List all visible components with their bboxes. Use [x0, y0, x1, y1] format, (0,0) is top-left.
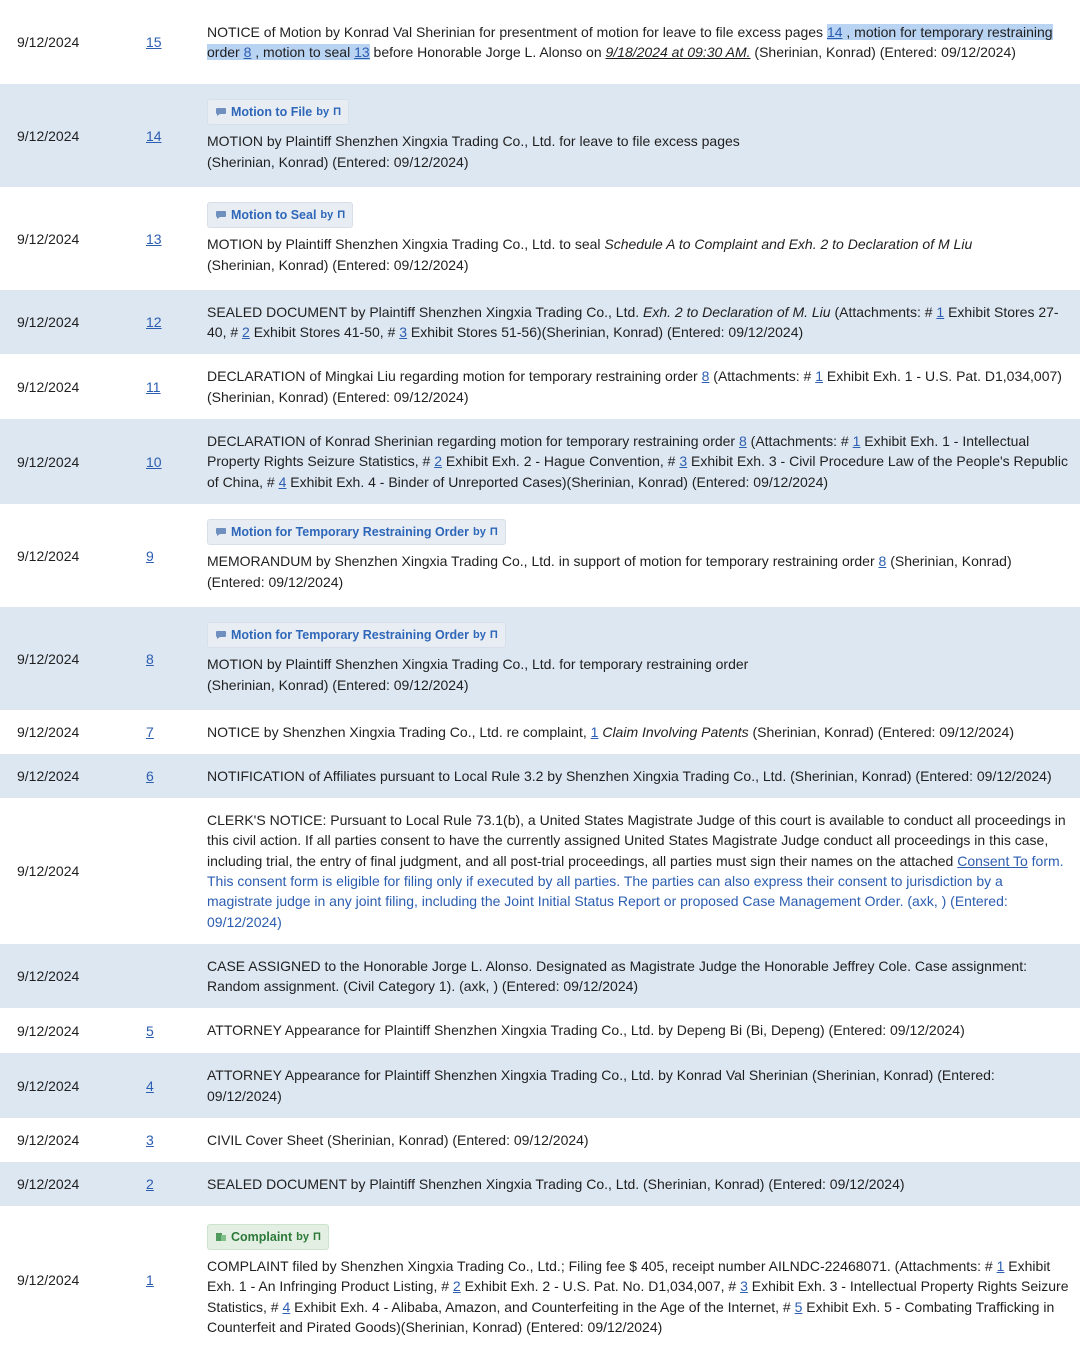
document-icon	[215, 1232, 227, 1242]
entry-date: 9/12/2024	[17, 768, 80, 784]
attachment-link[interactable]: 2	[242, 324, 250, 340]
pi-icon: Π	[337, 209, 346, 222]
entry-description: CLERK'S NOTICE: Pursuant to Local Rule 73.1(b), a United States Magistrate Judge of this court is available to conduct all proceedings in this civil action. If all parties consent to have the currently assigned United States Magistrate Judge conduct all proceedings in this case, including trial, the entry of final judgment, and all post-trial proceedings, all parties must sign their names on the attached Consent To form. This consent form is eligible for filing only if executed by all parties. The parties can also express their consent to jurisdiction by a magistrate judge in any joint filing, including the Joint Initial Status Report or proposed Case Management Order. (axk, ) (Entered: 09/12/2024)	[207, 812, 1066, 930]
doc-link[interactable]: 14	[826, 23, 843, 40]
pi-icon: Π	[312, 1230, 321, 1243]
entry-description: Motion to File by Π MOTION by Plaintiff Shenzhen Xingxia Trading Co., Ltd. for leave to file excess pages (Sherinian, Konrad) (Entered: 09/12/2024)	[207, 99, 1070, 172]
entry-description: CIVIL Cover Sheet (Sherinian, Konrad) (Entered: 09/12/2024)	[207, 1131, 589, 1148]
docket-row	[0, 419, 1080, 504]
docket-number-link[interactable]: 5	[146, 1022, 154, 1039]
comment-icon	[215, 210, 227, 220]
entry-date: 9/12/2024	[17, 724, 80, 740]
docket-row	[0, 187, 1080, 290]
docket-row	[0, 0, 1080, 84]
entry-date: 9/12/2024	[17, 650, 80, 667]
docket-number-link[interactable]: 1	[146, 1272, 154, 1288]
attachment-link[interactable]: 1	[815, 368, 824, 385]
entry-date: 9/12/2024	[17, 1176, 80, 1192]
attachment-link[interactable]: 3	[740, 1278, 748, 1295]
entry-date: 9/12/2024	[17, 453, 80, 470]
entry-date: 9/12/2024	[17, 230, 80, 247]
docket-number-link[interactable]: 13	[146, 230, 162, 247]
entry-description: Motion for Temporary Restraining Order by Π MEMORANDUM by Shenzhen Xingxia Trading Co., Ltd. in support of motion for temporary restraining order 8 (Sherinian, Konrad) (Entered: 09/12/2024)	[207, 519, 1070, 592]
docket-row	[0, 354, 1080, 419]
docket-number-link[interactable]: 3	[146, 1132, 154, 1148]
doc-link[interactable]: 1	[590, 723, 599, 740]
entry-description: Motion for Temporary Restraining Order by Π MOTION by Plaintiff Shenzhen Xingxia Trading Co., Ltd. for temporary restraining order (Sherinian, Konrad) (Entered: 09/12/2024)	[207, 622, 1070, 695]
entry-date: 9/12/2024	[17, 34, 80, 50]
entry-date: 9/12/2024	[17, 1077, 80, 1094]
entry-description: ATTORNEY Appearance for Plaintiff Shenzhen Xingxia Trading Co., Ltd. by Depeng Bi (Bi, Depeng) (Entered: 09/12/2024)	[207, 1022, 965, 1039]
entry-date: 9/12/2024	[17, 863, 80, 879]
docket-number-link[interactable]: 11	[146, 378, 161, 395]
docket-row	[0, 1053, 1080, 1118]
attachment-link[interactable]: 1	[936, 303, 945, 320]
entry-description: Motion to Seal by Π MOTION by Plaintiff Shenzhen Xingxia Trading Co., Ltd. to seal Schedule A to Complaint and Exh. 2 to Declaration of M Liu (Sherinian, Konrad) (Entered: 09/12/2024)	[207, 202, 1070, 275]
attachment-link[interactable]: 3	[399, 324, 408, 340]
docket-row	[0, 1008, 1080, 1053]
entry-description: SEALED DOCUMENT by Plaintiff Shenzhen Xingxia Trading Co., Ltd. (Sherinian, Konrad) (Entered: 09/12/2024)	[207, 1175, 905, 1192]
motion-badge[interactable]: Motion to Seal by Π	[207, 202, 353, 228]
motion-badge[interactable]: Motion for Temporary Restraining Order by Π	[207, 519, 506, 545]
hearing-date: 9/18/2024 at 09:30 AM.	[605, 44, 751, 60]
entry-description: NOTICE by Shenzhen Xingxia Trading Co., Ltd. re complaint, 1 Claim Involving Patents (Sherinian, Konrad) (Entered: 09/12/2024)	[207, 723, 1015, 740]
attachment-link[interactable]: 2	[434, 453, 442, 470]
pi-icon: Π	[489, 629, 498, 642]
docket-number-link[interactable]: 12	[146, 314, 162, 330]
entry-date: 9/12/2024	[17, 968, 80, 984]
docket-row	[0, 84, 1080, 187]
comment-icon	[215, 107, 227, 117]
docket-number-link[interactable]: 2	[146, 1176, 154, 1192]
comment-icon	[215, 630, 227, 640]
entry-description: ATTORNEY Appearance for Plaintiff Shenzhen Xingxia Trading Co., Ltd. by Konrad Val Sherinian (Sherinian, Konrad) (Entered: 09/12/2024)	[207, 1067, 995, 1104]
consent-to-link[interactable]: Consent To	[957, 852, 1028, 869]
pi-icon: Π	[489, 526, 498, 539]
docket-number-link[interactable]: 8	[146, 650, 154, 667]
entry-description: DECLARATION of Mingkai Liu regarding motion for temporary restraining order 8 (Attachments: # 1 Exhibit Exh. 1 - U.S. Pat. D1,034,007)(Sherinian, Konrad) (Entered: 09/12/2024)	[207, 368, 1062, 405]
doc-link[interactable]: 8	[878, 553, 887, 570]
entry-description: Complaint by Π COMPLAINT filed by Shenzhen Xingxia Trading Co., Ltd.; Filing fee $ 405, receipt number AILNDC-22468071. (Attachments: # 1 Exhibit Exh. 1 - An Infringing Product Listing, # 2 Exhibit Exh. 2 - U.S. Pat. No. D1,034,007, # 3 Exhibit Exh. 3 - Intellectual Property Rights Seizure Statistics, # 4 Exhibit Exh. 4 - Alibaba, Amazon, and Counterfeiting in the Age of the Internet, # 5 Exhibit Exh. 5 - Combating Trafficking in Counterfeit and Pirated Goods)(Sherinian, Konrad) (Entered: 09/12/2024)	[207, 1224, 1070, 1337]
attachment-link[interactable]: 1	[852, 433, 861, 450]
docket-row	[0, 1206, 1080, 1354]
docket-row	[0, 504, 1080, 607]
attachment-link[interactable]: 1	[996, 1258, 1005, 1274]
docket-number-link[interactable]: 6	[146, 768, 154, 784]
docket-row	[0, 1162, 1080, 1206]
attachment-link[interactable]: 5	[794, 1298, 803, 1315]
motion-badge[interactable]: Motion to File by Π	[207, 99, 349, 125]
entry-date: 9/12/2024	[17, 547, 80, 564]
attachment-link[interactable]: 3	[679, 453, 688, 470]
attachment-link[interactable]: 2	[452, 1278, 461, 1295]
attachment-link[interactable]: 4	[278, 473, 287, 490]
docket-row	[0, 944, 1080, 1008]
docket-row	[0, 710, 1080, 754]
doc-link[interactable]: 13	[354, 44, 370, 60]
docket-number-link[interactable]: 9	[146, 547, 154, 564]
docket-number-link[interactable]: 15	[146, 34, 162, 50]
docket-number-link[interactable]: 4	[146, 1077, 154, 1094]
entry-date: 9/12/2024	[17, 314, 80, 330]
motion-badge[interactable]: Motion for Temporary Restraining Order by Π	[207, 622, 506, 648]
doc-link[interactable]: 8	[701, 368, 710, 385]
entry-date: 9/12/2024	[17, 1132, 80, 1148]
entry-description: NOTIFICATION of Affiliates pursuant to Local Rule 3.2 by Shenzhen Xingxia Trading Co., Ltd. (Sherinian, Konrad) (Entered: 09/12/2024)	[207, 767, 1052, 784]
attachment-link[interactable]: 4	[282, 1298, 291, 1315]
doc-link[interactable]: 8	[243, 44, 252, 60]
entry-date: 9/12/2024	[17, 127, 80, 144]
doc-link[interactable]: 8	[738, 433, 747, 450]
docket-row	[0, 754, 1080, 798]
docket-row	[0, 1118, 1080, 1162]
entry-date: 9/12/2024	[17, 378, 80, 395]
entry-description: NOTICE of Motion by Konrad Val Sherinian for presentment of motion for leave to file excess pages 14 , motion for temporary restraining order 8 , motion to seal 13 before Honorable Jorge L. Alonso on 9/18/2024 at 09:30 AM. (Sherinian, Konrad) (Entered: 09/12/2024)	[207, 23, 1053, 60]
entry-date: 9/12/2024	[17, 1272, 80, 1288]
complaint-badge[interactable]: Complaint by Π	[207, 1224, 329, 1250]
docket-row	[0, 290, 1080, 354]
docket-number-link[interactable]: 10	[146, 453, 162, 470]
comment-icon	[215, 527, 227, 537]
entry-date: 9/12/2024	[17, 1022, 80, 1039]
entry-description: DECLARATION of Konrad Sherinian regarding motion for temporary restraining order 8 (Attachments: # 1 Exhibit Exh. 1 - Intellectual Property Rights Seizure Statistics, # 2 Exhibit Exh. 2 - Hague Convention, # 3 Exhibit Exh. 3 - Civil Procedure Law of the People's Republic of China, # 4 Exhibit Exh. 4 - Binder of Unreported Cases)(Sherinian, Konrad) (Entered: 09/12/2024)	[207, 433, 1069, 490]
pi-icon: Π	[333, 106, 342, 119]
docket-row	[0, 798, 1080, 944]
docket-row	[0, 607, 1080, 710]
entry-description: SEALED DOCUMENT by Plaintiff Shenzhen Xingxia Trading Co., Ltd. Exh. 2 to Declaration of M. Liu (Attachments: # 1 Exhibit Stores 27-40, # 2 Exhibit Stores 41-50, # 3 Exhibit Stores 51-56)(Sherinian, Konrad) (Entered: 09/12/2024)	[207, 303, 1059, 340]
entry-description: CASE ASSIGNED to the Honorable Jorge L. Alonso. Designated as Magistrate Judge the Honorable Jeffrey Cole. Case assignment: Random assignment. (Civil Category 1). (axk, ) (Entered: 09/12/2024)	[207, 957, 1027, 994]
docket-number-link[interactable]: 7	[146, 724, 154, 740]
docket-number-link[interactable]: 14	[146, 127, 162, 144]
